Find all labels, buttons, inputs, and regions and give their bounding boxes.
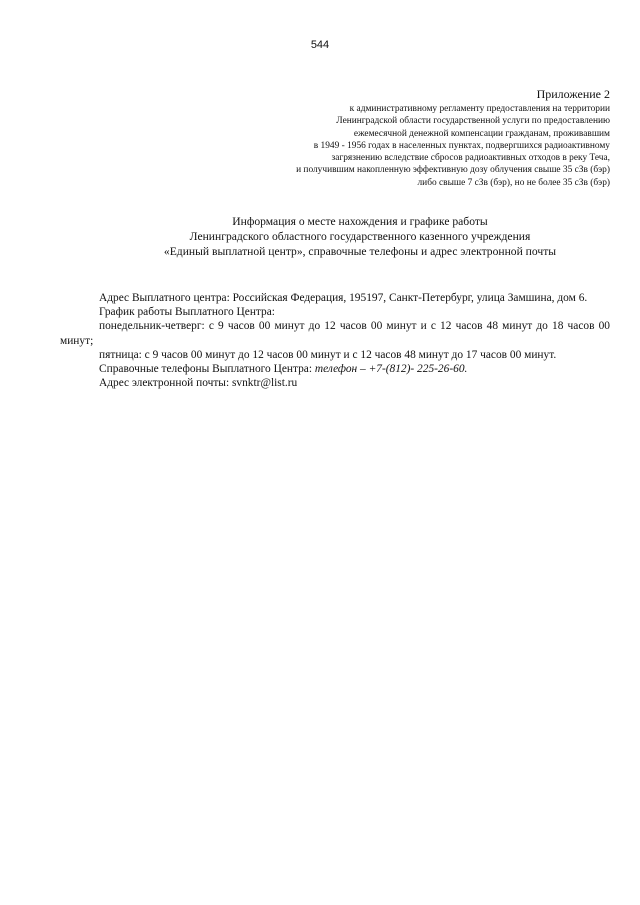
phone-number: телефон – +7-(812)- 225-26-60. [314, 363, 468, 376]
phones-label: Справочные телефоны Выплатного Центра: [99, 363, 315, 376]
address-paragraph: Адрес Выплатного центра: Российская Федерация, 195197, Санкт-Петербург, улица Замшина, дом 6. [99, 292, 588, 304]
schedule-mon-thu: понедельник-четверг: с 9 часов 00 минут до 12 часов 00 минут и с 12 часов 48 минут до 18 часов 00 минут; [60, 320, 610, 347]
heading-line-1: Информация о месте нахождения и графике работы [232, 215, 488, 228]
appendix-line: к административному регламенту предоставления на территории [349, 104, 610, 114]
appendix-block [190, 86, 610, 189]
email-label: Адрес электронной почты: [99, 377, 232, 390]
email-address: svnktr@list.ru [231, 377, 298, 390]
appendix-line: либо свыше 7 сЗв (бэр), но не более 35 сЗв (бэр) [417, 177, 610, 188]
appendix-line: и получившим накопленную эффективную дозу облучения свыше 35 сЗв (бэр) [296, 165, 610, 176]
phones-paragraph [60, 362, 610, 376]
email-paragraph [60, 376, 610, 390]
heading-line-2: Ленинградского областного государственного казенного учреждения [189, 230, 531, 243]
document-body [60, 291, 610, 390]
appendix-title: Приложение 2 [536, 87, 610, 101]
page-number: 544 [310, 39, 330, 51]
schedule-fri: пятница: с 9 часов 00 минут до 12 часов 00 минут и с 12 часов 48 минут до 17 часов 00 минут. [99, 348, 557, 361]
appendix-line: загрязнению вследствие сбросов радиоактивных отходов в реку Теча, [331, 153, 610, 164]
appendix-line: ежемесячной денежной компенсации гражданам, проживавшим [353, 128, 610, 139]
appendix-line: Ленинградской области государственной услуги по предоставлению [336, 116, 610, 127]
heading-line-3: «Единый выплатной центр», справочные телефоны и адрес электронной почты [163, 245, 557, 258]
document-heading [60, 214, 640, 259]
appendix-line: в 1949 - 1956 годах в населенных пунктах, подвергшихся радиоактивному [313, 140, 610, 151]
schedule-title: График работы Выплатного Центра: [99, 306, 275, 319]
